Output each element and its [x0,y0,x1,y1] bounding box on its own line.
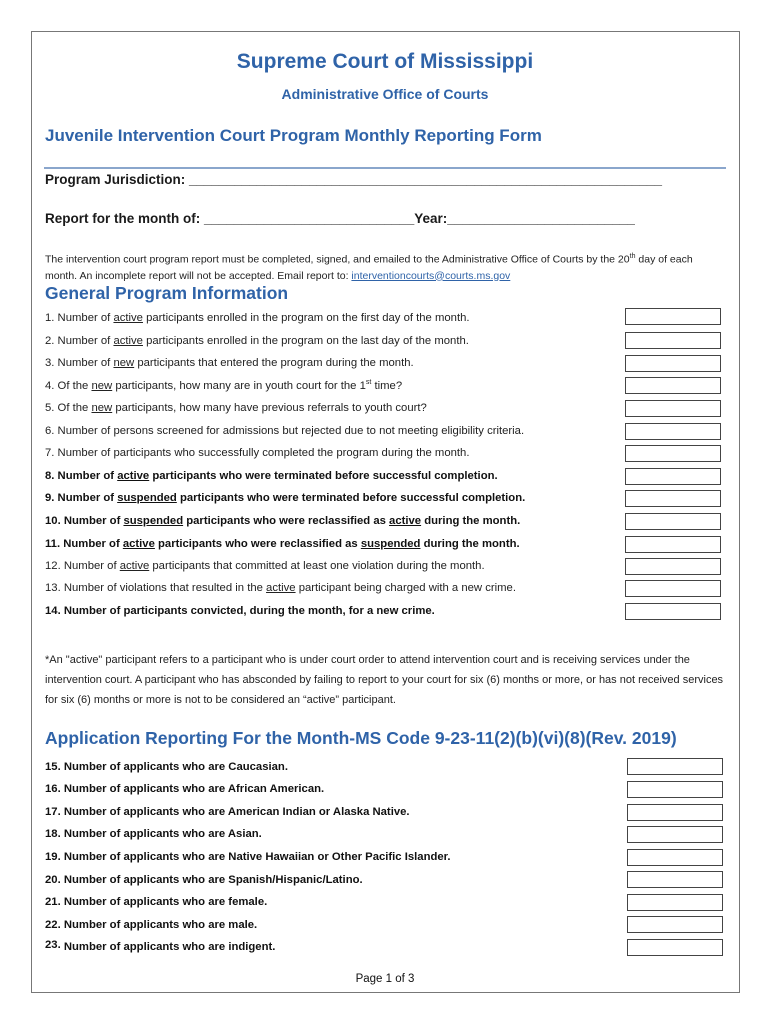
question-19: 19. Number of applicants who are Native Hawaiian or Other Pacific Islander. [45,851,451,863]
answer-box-8[interactable] [625,468,721,485]
answer-box-3[interactable] [625,355,721,372]
question-6: 6. Number of persons screened for admissions but rejected due to not meeting eligibility criteria. [45,425,525,437]
answer-box-18[interactable] [627,826,723,843]
jurisdiction-field[interactable]: Program Jurisdiction: _______________________________________________________________ [45,172,663,187]
question-3: 3. Number of new participants that entered the program during the month. [45,357,414,369]
question-10: 10. Number of suspended participants who were reclassified as active during the month. [45,515,521,527]
answer-box-5[interactable] [625,400,721,417]
page-subtitle: Administrative Office of Courts [281,86,489,102]
question-23: 23. Number of applicants who are indigent. [45,939,276,953]
answer-box-14[interactable] [625,603,721,620]
answer-box-7[interactable] [625,445,721,462]
question-12: 12. Number of active participants that committed at least one violation during the month. [45,560,485,572]
question-5: 5. Of the new participants, how many have previous referrals to youth court? [45,402,427,414]
answer-box-4[interactable] [625,377,721,394]
question-9: 9. Number of suspended participants who were terminated before successful completion. [45,492,526,504]
instructions [45,249,720,284]
intro-text-2: day of each month. An incomplete report will not be accepted. Email report to: [45,253,693,282]
question-16: 16. Number of applicants who are African American. [45,783,325,795]
page-title: Supreme Court of Mississippi [236,50,534,73]
report-month-field[interactable]: Report for the month of: ____________________________Year:_________________________ [45,211,635,226]
answer-box-16[interactable] [627,781,723,798]
page-number: Page 1 of 3 [355,973,415,985]
answer-box-23[interactable] [627,939,723,956]
active-participant-note: *An "active" participant refers to a participant who is under court order to attend intervention court and is receiving services under the intervention court. A participant who has absconded by failing to report to your court for six (6) months or more, or has not received services for six (6) months or more is not to be considered an “active” participant. [45,654,724,706]
question-15: 15. Number of applicants who are Caucasian. [45,761,288,773]
answer-box-15[interactable] [627,758,723,775]
answer-box-2[interactable] [625,332,721,349]
answer-box-21[interactable] [627,894,723,911]
answer-box-12[interactable] [625,558,721,575]
question-13: 13. Number of violations that resulted in the active participant being charged with a new crime. [45,582,516,594]
question-7: 7. Number of participants who successfully completed the program during the month. [45,447,470,459]
intro-text: The intervention court program report must be completed, signed, and emailed to the Administrative Office of Courts by the 20 [45,253,630,266]
question-2: 2. Number of active participants enrolled in the program on the last day of the month. [45,335,469,347]
intro-sup: th [629,253,636,260]
title-divider [44,167,726,169]
form-title: Juvenile Intervention Court Program Monthly Reporting Form [45,126,542,145]
question-4: 4. Of the new participants, how many are in youth court for the 1st time? [45,379,403,392]
question-8: 8. Number of active participants who were terminated before successful completion. [45,470,498,482]
answer-box-19[interactable] [627,849,723,866]
answer-box-22[interactable] [627,916,723,933]
question-14: 14. Number of participants convicted, during the month, for a new crime. [45,605,435,617]
question-11: 11. Number of active participants who were reclassified as suspended during the month. [45,538,520,550]
answer-box-1[interactable] [625,308,721,325]
application-heading: Application Reporting For the Month-MS Code 9-23-11(2)(b)(vi)(8)(Rev. 2019) [45,728,677,748]
answer-box-11[interactable] [625,536,721,553]
answer-box-9[interactable] [625,490,721,507]
question-21: 21. Number of applicants who are female. [45,896,268,908]
answer-box-6[interactable] [625,423,721,440]
answer-box-17[interactable] [627,804,723,821]
question-22: 22. Number of applicants who are male. [45,919,258,931]
answer-box-13[interactable] [625,580,721,597]
question-18: 18. Number of applicants who are Asian. [45,828,262,840]
general-heading: General Program Information [45,283,289,303]
question-1: 1. Number of active participants enrolled in the program on the first day of the month. [45,312,470,324]
answer-box-10[interactable] [625,513,721,530]
question-17: 17. Number of applicants who are American Indian or Alaska Native. [45,806,410,818]
email-link[interactable]: interventioncourts@courts.ms.gov [351,269,511,282]
question-20: 20. Number of applicants who are Spanish/Hispanic/Latino. [45,874,363,886]
answer-box-20[interactable] [627,871,723,888]
